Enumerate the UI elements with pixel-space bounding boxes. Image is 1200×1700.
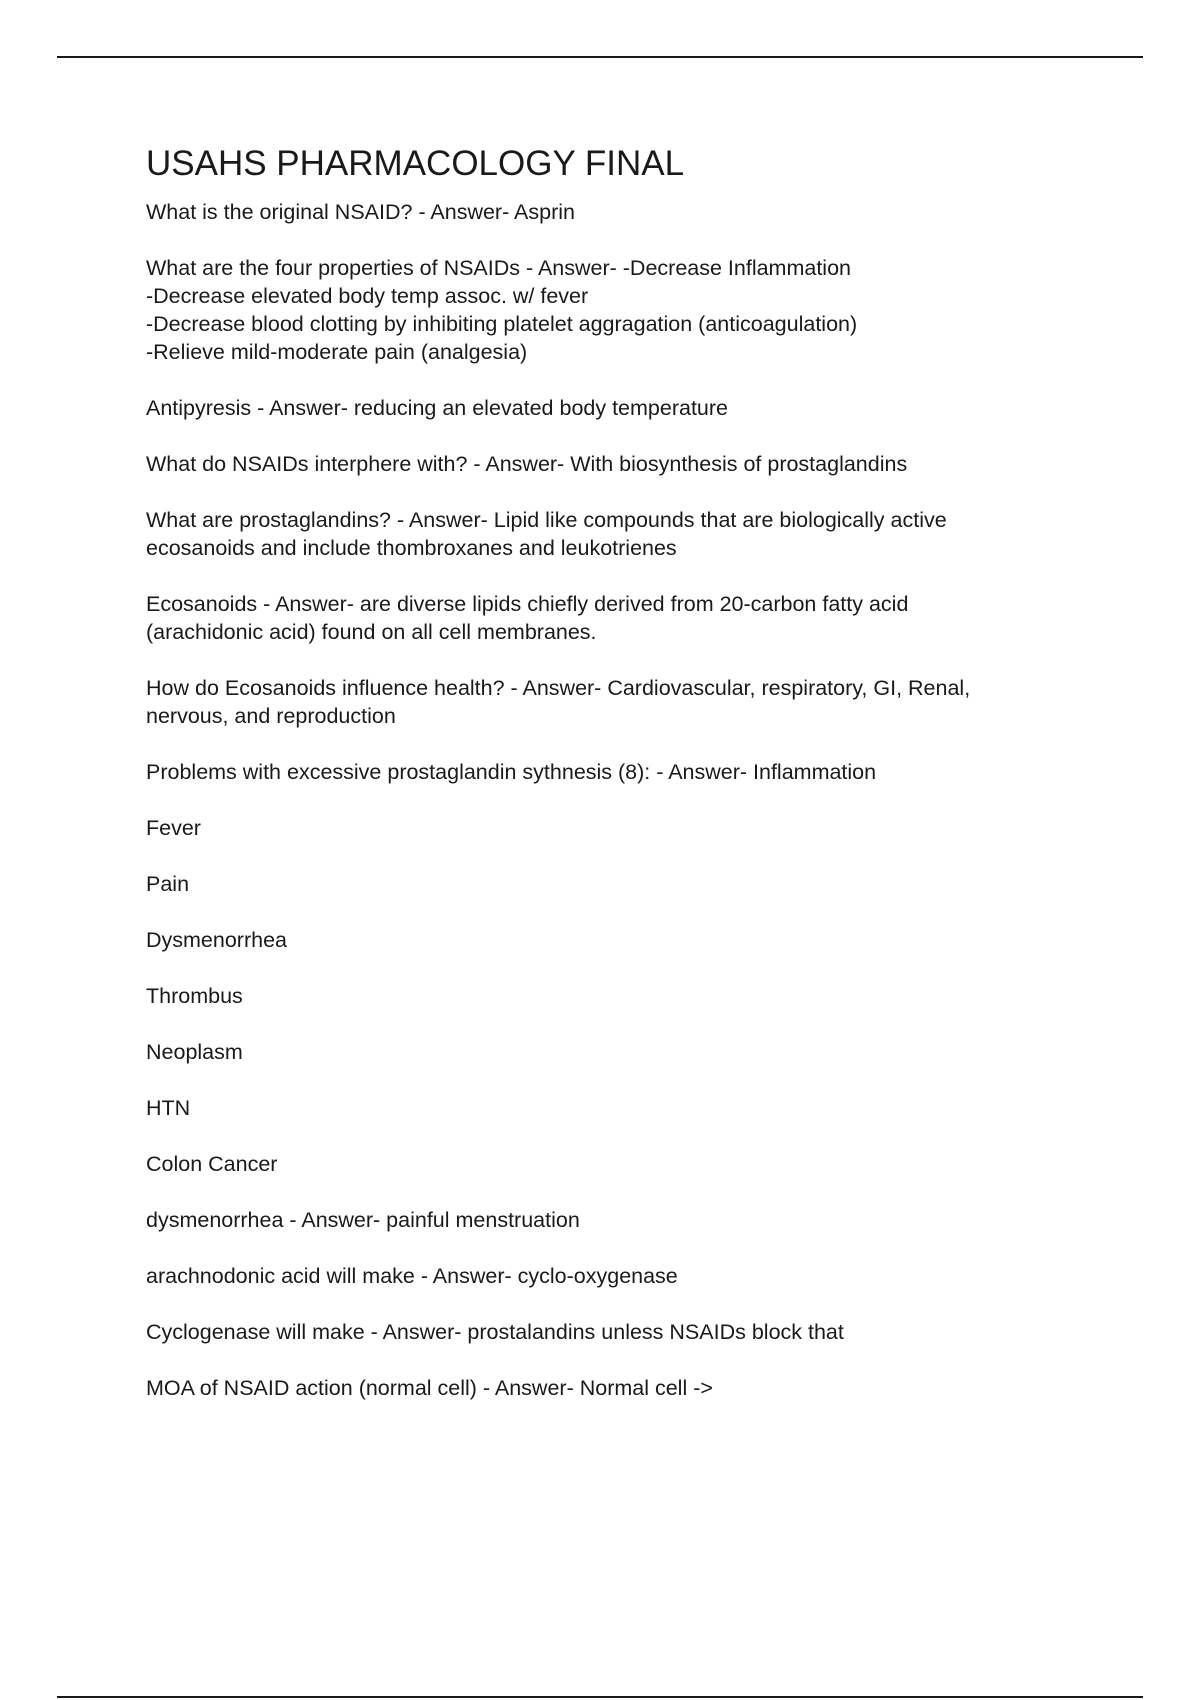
qa-entry — [146, 982, 1106, 1010]
qa-entry — [146, 814, 1106, 842]
entry-line: Thrombus — [146, 984, 243, 1008]
qa-entry — [146, 1094, 1106, 1122]
entry-line: Neoplasm — [146, 1040, 243, 1064]
qa-entry — [146, 1318, 1106, 1346]
qa-entry — [146, 394, 1106, 422]
qa-entry — [146, 758, 1106, 786]
entry-line: MOA of NSAID action (normal cell) - Answer- Normal cell -> — [146, 1376, 713, 1400]
qa-entry — [146, 590, 1106, 646]
entry-line: What are the four properties of NSAIDs - Answer- -Decrease Inflammation — [146, 256, 851, 280]
entry-line: Pain — [146, 872, 190, 896]
qa-entry — [146, 1206, 1106, 1234]
entry-list — [146, 198, 1106, 1402]
document-body — [146, 140, 1106, 1430]
entry-line: HTN — [146, 1096, 191, 1120]
entry-line: Fever — [146, 816, 201, 840]
top-rule — [57, 56, 1143, 58]
entry-line: -Decrease elevated body temp assoc. w/ fever — [146, 284, 589, 308]
qa-entry — [146, 1038, 1106, 1066]
entry-line: dysmenorrhea - Answer- painful menstruation — [146, 1208, 580, 1232]
entry-line: What are prostaglandins? - Answer- Lipid like compounds that are biologically active — [146, 508, 947, 532]
qa-entry — [146, 870, 1106, 898]
qa-entry — [146, 1262, 1106, 1290]
entry-line: What do NSAIDs interphere with? - Answer- With biosynthesis of prostaglandins — [146, 452, 908, 476]
entry-line: What is the original NSAID? - Answer- Asprin — [146, 200, 575, 224]
entry-line: (arachidonic acid) found on all cell membranes. — [146, 620, 597, 644]
qa-entry — [146, 506, 1106, 562]
entry-line: Cyclogenase will make - Answer- prostalandins unless NSAIDs block that — [146, 1320, 844, 1344]
entry-line: -Decrease blood clotting by inhibiting platelet aggragation (anticoagulation) — [146, 312, 858, 336]
entry-line: arachnodonic acid will make - Answer- cyclo-oxygenase — [146, 1264, 678, 1288]
entry-line: ecosanoids and include thombroxanes and leukotrienes — [146, 536, 677, 560]
entry-line: Dysmenorrhea — [146, 928, 287, 952]
document-title: USAHS PHARMACOLOGY FINAL — [146, 144, 685, 183]
qa-entry — [146, 450, 1106, 478]
entry-line: nervous, and reproduction — [146, 704, 396, 728]
qa-entry — [146, 254, 1106, 366]
qa-entry — [146, 674, 1106, 730]
entry-line: Colon Cancer — [146, 1152, 278, 1176]
qa-entry — [146, 198, 1106, 226]
qa-entry — [146, 926, 1106, 954]
entry-line: Problems with excessive prostaglandin sythnesis (8): - Answer- Inflammation — [146, 760, 877, 784]
entry-line: -Relieve mild-moderate pain (analgesia) — [146, 340, 528, 364]
qa-entry — [146, 1374, 1106, 1402]
entry-line: Antipyresis - Answer- reducing an elevated body temperature — [146, 396, 729, 420]
entry-line: Ecosanoids - Answer- are diverse lipids chiefly derived from 20-carbon fatty acid — [146, 592, 909, 616]
qa-entry — [146, 1150, 1106, 1178]
bottom-rule — [57, 1696, 1143, 1698]
entry-line: How do Ecosanoids influence health? - Answer- Cardiovascular, respiratory, GI, Renal, — [146, 676, 971, 700]
